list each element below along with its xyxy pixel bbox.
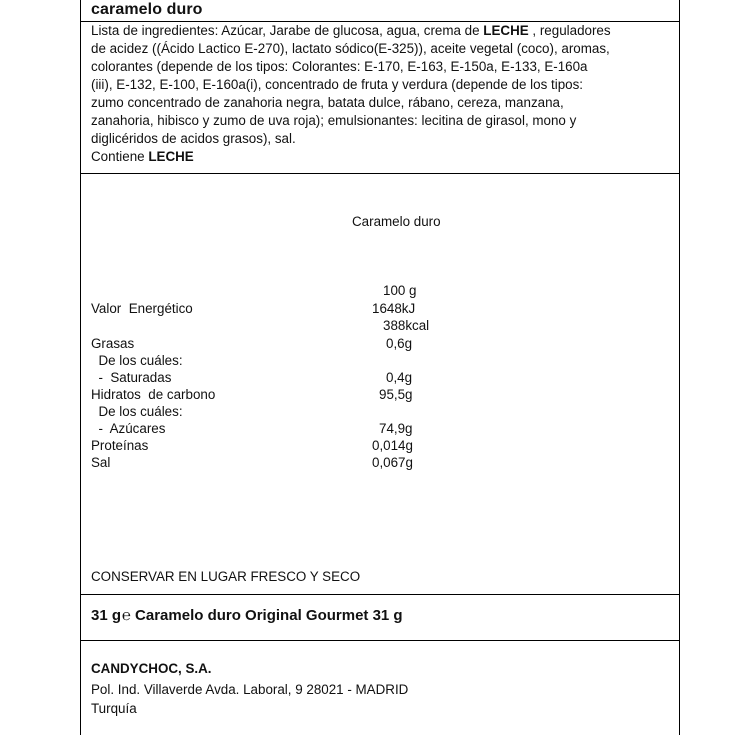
storage-divider bbox=[80, 594, 680, 595]
product-title: caramelo duro bbox=[91, 1, 203, 18]
nutrition-label-protein: Proteínas bbox=[91, 438, 149, 453]
nutrition-value-kcal: 388kcal bbox=[383, 318, 430, 333]
nutrition-value-kj: 1648kJ bbox=[372, 301, 416, 316]
allergen-milk-contains: LECHE bbox=[148, 149, 194, 164]
product-name: Caramelo duro Original Gourmet 31 g bbox=[135, 607, 403, 624]
net-quantity: 31 g bbox=[91, 607, 122, 624]
nutrition-label-sugars: - Azúcares bbox=[91, 421, 166, 436]
nutrition-value-protein: 0,014g bbox=[372, 438, 413, 453]
nutrition-value-carbohydrates: 95,5g bbox=[379, 387, 413, 402]
ingredients-text-2: , reguladores de acidez ((Ácido Lactico E-270), lactato sódico(E-325)), aceite vegetal (coco), aromas, colorantes (depende de los tipos: Colorantes: E-170, E-163, E-150a, E-133, E-160a (iii), E-132, E-100, E-160a(i), concentrado de fruta y verdura (depende de los tipos: zumo concentrado de zanahoria negra, batata dulce, rábano, cereza, manzana, zanahoria, hibisco y zumo de uva roja); emulsionantes: lecitina de girasol, mono y diglicéridos de acidos grasos), sal. bbox=[91, 23, 611, 146]
nutrition-label-of-which-2: De los cuáles: bbox=[91, 404, 183, 419]
storage-instructions: CONSERVAR EN LUGAR FRESCO Y SECO bbox=[91, 569, 361, 584]
product-line bbox=[91, 607, 403, 624]
nutrition-label-energy: Valor Energético bbox=[91, 301, 193, 316]
nutrition-per-unit: 100 g bbox=[383, 283, 417, 298]
nutrition-label-fat: Grasas bbox=[91, 336, 135, 351]
country-of-origin: Turquía bbox=[91, 701, 137, 716]
allergen-milk: LECHE bbox=[483, 23, 529, 38]
contains-label: Contiene bbox=[91, 149, 149, 164]
nutrition-label-salt: Sal bbox=[91, 455, 111, 470]
nutrition-value-sugars: 74,9g bbox=[379, 421, 413, 436]
ingredients-list bbox=[91, 22, 611, 166]
nutrition-label-saturated: - Saturadas bbox=[91, 370, 172, 385]
ingredients-divider bbox=[80, 173, 680, 174]
ingredients-text-1: Lista de ingredientes: Azúcar, Jarabe de glucosa, agua, crema de bbox=[91, 23, 484, 38]
nutrition-value-salt: 0,067g bbox=[372, 455, 413, 470]
estimated-sign-icon: ℮ bbox=[122, 607, 132, 624]
company-address: Pol. Ind. Villaverde Avda. Laboral, 9 28021 - MADRID bbox=[91, 682, 409, 697]
company-name: CANDYCHOC, S.A. bbox=[91, 661, 212, 676]
nutrition-value-fat: 0,6g bbox=[386, 336, 413, 351]
nutrition-label-of-which: De los cuáles: bbox=[91, 353, 183, 368]
product-divider bbox=[80, 640, 680, 641]
nutrition-column-header: Caramelo duro bbox=[352, 214, 441, 229]
nutrition-label-carbohydrates: Hidratos de carbono bbox=[91, 387, 216, 402]
nutrition-value-saturated: 0,4g bbox=[386, 370, 413, 385]
